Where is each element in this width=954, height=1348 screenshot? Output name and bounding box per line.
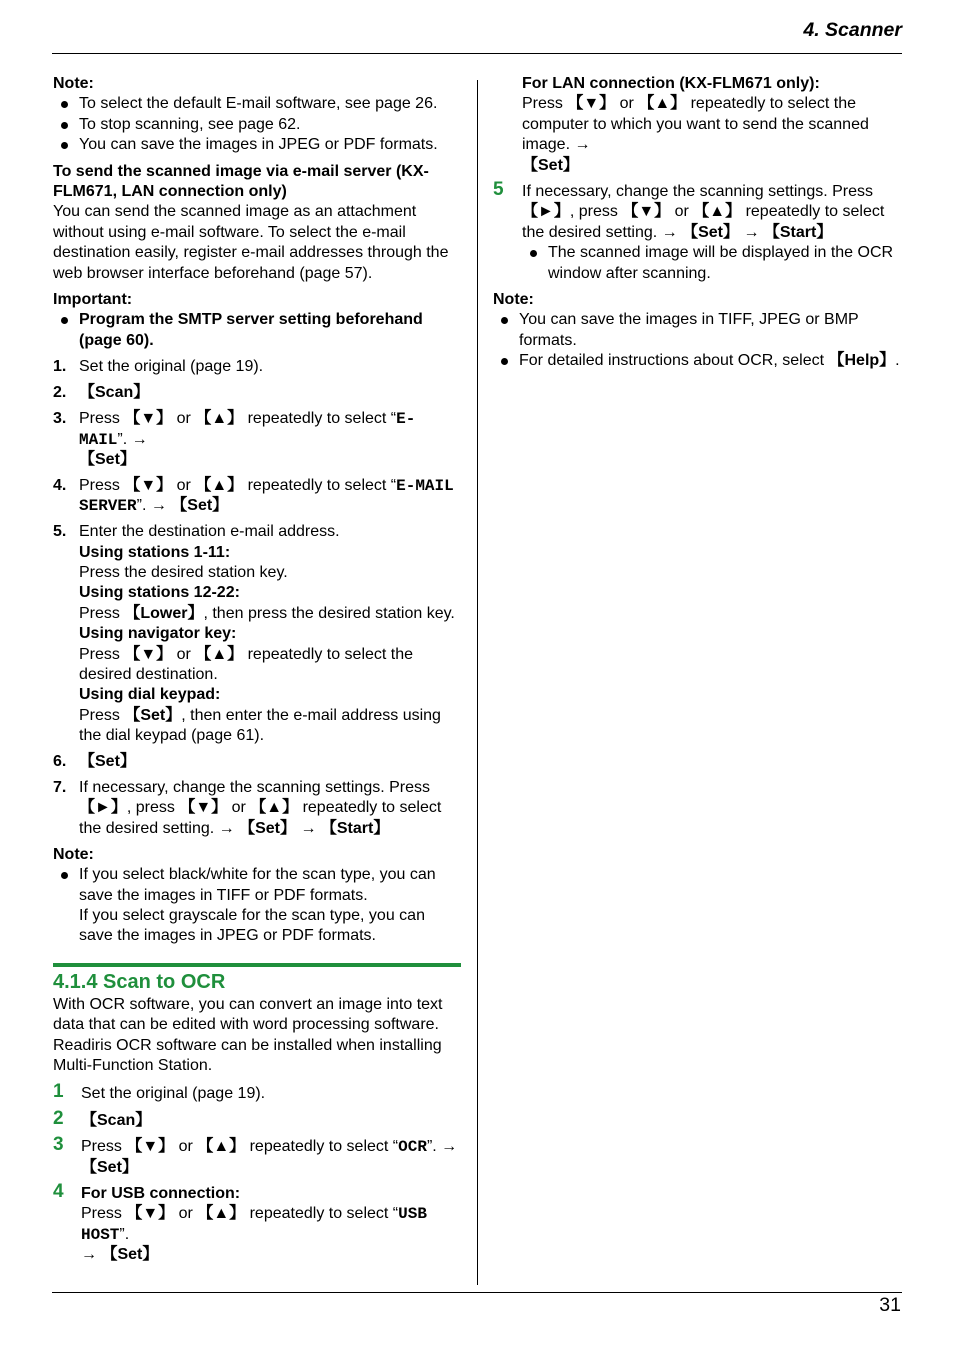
lan-block — [493, 74, 902, 176]
note-heading: Note: — [53, 75, 94, 92]
down-key: 【▼】 — [126, 1138, 175, 1156]
down-key: 【▼】 — [126, 1205, 175, 1223]
step-number: 1 — [53, 1081, 64, 1103]
start-key: 【Start】 — [759, 223, 833, 241]
section-header-title: 4. Scanner — [803, 19, 902, 41]
list-item: You can save the images in TIFF, JPEG or BMP formats. — [493, 310, 902, 351]
set-key: 【Set】 — [677, 223, 744, 241]
up-key: 【▲】 — [195, 410, 244, 428]
step-text: ”. — [136, 497, 151, 515]
step-text — [522, 94, 902, 176]
step-text: Press — [79, 706, 125, 724]
ocr-steps-continued — [493, 179, 902, 284]
step-text: or — [615, 95, 639, 113]
step-text: , press — [569, 203, 623, 221]
step-item — [53, 1181, 461, 1266]
arrow-right-icon: → — [574, 136, 591, 154]
step-item — [53, 1081, 461, 1104]
right-key: 【►】 — [522, 203, 570, 221]
sub-heading: Using stations 12-22: — [79, 584, 240, 602]
step-text: ”. — [119, 1225, 130, 1243]
step-number: 1. — [53, 358, 67, 376]
step-number: 7. — [53, 779, 67, 796]
sub-heading: For LAN connection (KX-FLM671 only): — [522, 75, 820, 92]
step-text: Press the desired station key. — [79, 563, 288, 581]
step-item — [53, 752, 461, 772]
display-text: OCR — [398, 1138, 427, 1157]
header-rule — [52, 53, 902, 54]
step-item — [53, 1134, 461, 1178]
list-item — [53, 865, 461, 947]
step-sub-list — [522, 243, 902, 284]
list-item: The scanned image will be displayed in the OCR window after scanning. — [522, 243, 902, 284]
arrow-right-icon: → — [441, 1138, 458, 1156]
left-column — [53, 74, 461, 1272]
step-text: Press — [79, 645, 125, 663]
step-text: , then enter the e-mail address using the dial keypad (page 61). — [79, 706, 441, 745]
step-text: repeatedly to select “ — [243, 476, 397, 494]
step-number: 3 — [53, 1134, 64, 1156]
page-number: 31 — [879, 1294, 901, 1316]
step-text: or — [172, 645, 196, 663]
list-item: To stop scanning, see page 62. — [53, 115, 461, 135]
down-key: 【▼】 — [124, 476, 173, 494]
arrow-right-icon: → — [150, 497, 167, 515]
note-text: . — [895, 352, 900, 370]
sub-heading: For USB connection: — [81, 1185, 241, 1202]
arrow-right-icon: → — [218, 819, 235, 837]
step-item — [53, 522, 461, 746]
step-number: 5 — [493, 179, 504, 201]
up-key: 【▲】 — [638, 95, 687, 113]
step-number: 4. — [53, 476, 67, 494]
set-key: 【Set】 — [81, 1158, 138, 1176]
help-key: 【Help】 — [828, 352, 896, 370]
up-key: 【▲】 — [693, 203, 742, 221]
note-list — [53, 94, 461, 155]
step-number: 5. — [53, 523, 67, 541]
set-key: 【Set】 — [166, 497, 229, 515]
step-item — [53, 778, 461, 839]
step-text: Press — [81, 1138, 127, 1156]
up-key: 【▲】 — [197, 1205, 246, 1223]
step-item — [53, 383, 461, 403]
note-list — [493, 310, 902, 371]
step-text: Set the original (page 19). — [79, 358, 264, 376]
email-steps — [53, 357, 461, 839]
up-key: 【▲】 — [250, 799, 299, 817]
step-text — [81, 1204, 461, 1265]
arrow-right-icon: → — [743, 223, 760, 241]
step-text: or — [172, 410, 196, 428]
lower-key: 【Lower】 — [124, 604, 204, 622]
sub-heading: Using dial keypad: — [79, 686, 221, 704]
display-text: E-MAIL SERVER — [79, 476, 454, 516]
down-key: 【▼】 — [124, 410, 173, 428]
step-text: Press — [81, 1205, 127, 1223]
note-heading: Note: — [53, 845, 94, 863]
list-item: Program the SMTP server setting beforehand (page 60). — [53, 310, 461, 351]
step-text: If necessary, change the scanning settings. Press — [522, 183, 874, 201]
step-text — [79, 645, 461, 686]
list-item: You can save the images in JPEG or PDF formats. — [53, 135, 461, 155]
step-text: Enter the destination e-mail address. — [79, 523, 340, 541]
step-item — [53, 476, 461, 517]
down-key: 【▼】 — [179, 799, 228, 817]
step-text: repeatedly to select “ — [243, 410, 397, 428]
step-text: If necessary, change the scanning settings. Press — [79, 779, 431, 796]
step-text: , then press the desired station key. — [203, 604, 455, 622]
ocr-steps — [53, 1081, 461, 1265]
step-item — [53, 409, 461, 470]
step-item — [493, 179, 902, 284]
list-item — [493, 351, 902, 371]
right-key: 【►】 — [79, 799, 127, 817]
scan-key: 【Scan】 — [81, 1111, 152, 1129]
ocr-section-title: 4.1.4 Scan to OCR — [53, 963, 461, 995]
email-server-body: You can send the scanned image as an attachment without using e-mail software. To select the e-mail destination easily, register e-mail addresses through the web browser interface beforehand (page 57). — [53, 203, 449, 282]
up-key: 【▲】 — [197, 1138, 246, 1156]
display-text: USB HOST — [81, 1205, 427, 1244]
step-text: Press — [522, 95, 568, 113]
step-text: Press — [79, 476, 125, 494]
set-key: 【Set】 — [79, 450, 136, 468]
footer-rule — [52, 1292, 902, 1293]
down-key: 【▼】 — [622, 203, 671, 221]
step-text: repeatedly to select the desired setting. — [522, 203, 885, 241]
sub-heading: Using stations 1-11: — [79, 543, 231, 561]
set-key: 【Set】 — [97, 1246, 159, 1264]
step-item — [53, 357, 461, 377]
set-key: 【Set】 — [522, 156, 579, 174]
step-text — [79, 604, 461, 624]
step-text: or — [174, 1138, 198, 1156]
note-text: If you select black/white for the scan type, you can save the images in TIFF or PDF formats. — [79, 866, 436, 904]
step-number: 3. — [53, 410, 67, 428]
column-divider — [477, 80, 478, 1285]
step-text: or — [670, 203, 694, 221]
step-number: 4 — [53, 1181, 64, 1202]
down-key: 【▼】 — [124, 645, 173, 663]
step-text: Press — [79, 410, 125, 428]
step-text: or — [227, 799, 251, 817]
arrow-right-icon: → — [81, 1246, 97, 1264]
up-key: 【▲】 — [195, 476, 244, 494]
email-server-heading: To send the scanned image via e-mail server (KX-FLM671, LAN connection only) — [53, 162, 429, 201]
note-heading: Note: — [493, 291, 534, 309]
step-text: , press — [126, 799, 180, 817]
right-column — [493, 74, 902, 372]
note-text: For detailed instructions about OCR, select — [519, 352, 829, 370]
set-key: 【Set】 — [234, 819, 301, 837]
step-number: 6. — [53, 753, 67, 771]
step-text: repeatedly to select the desired setting. — [79, 799, 442, 837]
set-key: 【Set】 — [79, 753, 136, 771]
up-key: 【▲】 — [195, 645, 244, 663]
down-key: 【▼】 — [567, 95, 616, 113]
important-list — [53, 310, 461, 351]
note-list — [53, 865, 461, 947]
step-text: repeatedly to select the computer to which you want to send the scanned image. — [522, 95, 869, 154]
arrow-right-icon: → — [131, 430, 148, 448]
sub-heading: Using navigator key: — [79, 625, 237, 643]
important-heading: Important: — [53, 291, 133, 309]
list-item: To select the default E-mail software, see page 26. — [53, 94, 461, 114]
start-key: 【Start】 — [316, 819, 390, 837]
step-text: or — [172, 476, 196, 494]
step-text: ”. — [117, 430, 132, 448]
set-key: 【Set】 — [124, 706, 182, 724]
step-text: Set the original (page 19). — [81, 1085, 266, 1103]
scan-key: 【Scan】 — [79, 384, 150, 402]
step-text: Press — [79, 604, 125, 622]
step-text — [79, 706, 461, 747]
step-text: repeatedly to select the desired destination. — [79, 645, 414, 683]
step-text: repeatedly to select “ — [245, 1138, 399, 1156]
step-item — [53, 1107, 461, 1131]
arrow-right-icon: → — [300, 819, 317, 837]
note-text: If you select grayscale for the scan type, you can save the images in JPEG or PDF formats. — [79, 906, 425, 945]
step-text: or — [174, 1205, 198, 1223]
step-text: ”. — [426, 1138, 442, 1156]
step-text: repeatedly to select “ — [245, 1205, 399, 1223]
step-number: 2. — [53, 384, 67, 402]
arrow-right-icon: → — [661, 223, 678, 241]
ocr-intro: With OCR software, you can convert an image into text data that can be edited with word processing software. Readiris OCR software can be installed when installing Multi-Function Station. — [53, 995, 443, 1074]
step-number: 2 — [53, 1107, 64, 1129]
display-text: E-MAIL — [79, 410, 416, 449]
